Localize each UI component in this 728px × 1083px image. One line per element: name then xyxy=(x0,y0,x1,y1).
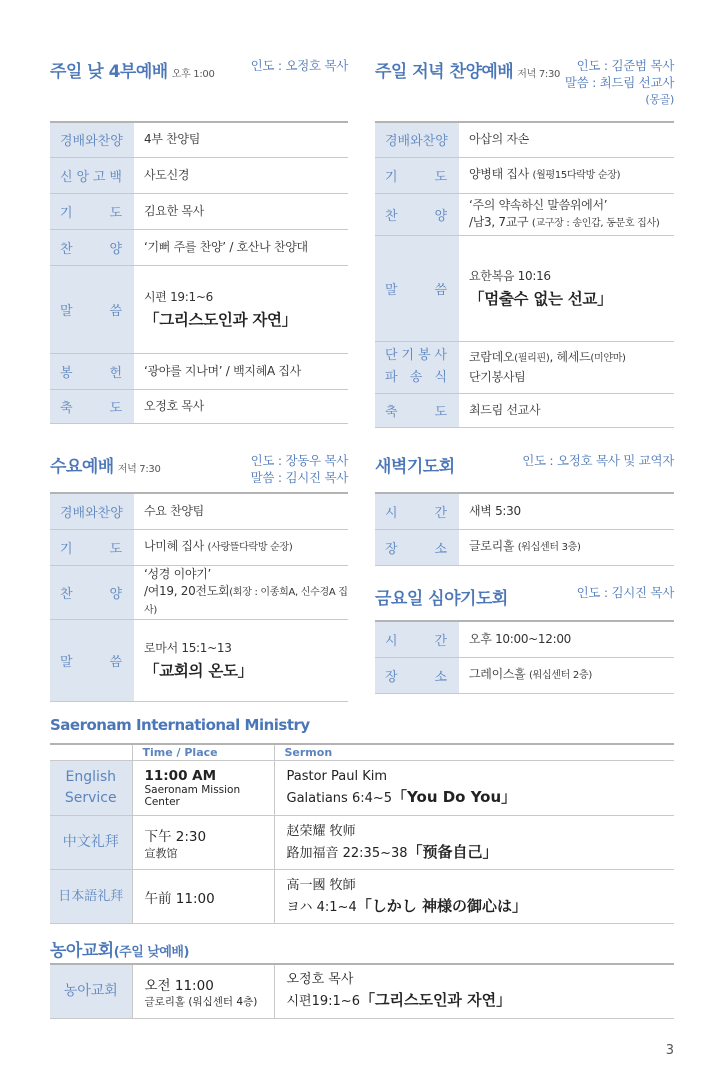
scripture-ref: 시편19:1~6 xyxy=(286,994,360,1010)
intl-title: Saeronam International Ministry xyxy=(50,716,310,734)
sermon-title: 「멈출수 없는 선교」 xyxy=(469,290,613,308)
row-label: 단 기 봉 사 xyxy=(385,348,447,363)
service-label: 농아교회 xyxy=(50,964,132,1018)
scripture-ref: 요한복음 10:16 xyxy=(469,269,551,283)
row-value: ‘주의 약속하신 말씀위에서’ /남3, 7교구 (교구장 : 송인갑, 동문호 집사) xyxy=(459,193,674,235)
row-label: 봉 헌 xyxy=(60,365,122,381)
row-value: 코람데오(필리핀), 헤세드(미얀마) xyxy=(469,349,626,364)
table-row xyxy=(50,964,674,1018)
dawn-title: 새벽기도회 xyxy=(375,457,455,477)
speaker: Pastor Paul Kim xyxy=(286,769,388,784)
row-label: 장 소 xyxy=(385,669,447,685)
row-label: 경배와찬양 xyxy=(50,493,134,529)
row-label: 경배와찬양 xyxy=(50,122,134,157)
sunday-evening-table xyxy=(375,121,674,428)
service-label: English Service xyxy=(50,761,132,816)
row-label: 찬 양 xyxy=(60,586,122,602)
row-value: ‘광야를 지나며’ / 백지혜A 집사 xyxy=(134,353,348,389)
service-time: 11:00 AM xyxy=(144,768,217,784)
row-label: 축 도 xyxy=(385,404,447,420)
sermon-title: 「You Do You」 xyxy=(392,788,517,806)
speaker: 赵荣耀 牧师 xyxy=(286,823,356,839)
friday-table xyxy=(375,620,674,694)
row-label: 기 도 xyxy=(385,169,447,185)
page-number: 3 xyxy=(665,1043,674,1058)
scripture-ref: Galatians 6:4~5 xyxy=(286,791,393,806)
row-value: 4부 찬양팀 xyxy=(134,122,348,157)
row-value: 아삽의 자손 xyxy=(459,122,674,157)
sunday4-table xyxy=(50,121,348,424)
service-time: 오전 11:00 xyxy=(144,977,214,994)
scripture-ref: 시편 19:1~6 xyxy=(144,290,213,304)
row-value: 사도신경 xyxy=(134,157,348,193)
row-value: 양병태 집사 (월평15다락방 순장) xyxy=(459,157,674,193)
scripture-ref: ヨハ 4:1~4 xyxy=(286,899,357,915)
intl-table xyxy=(50,743,674,924)
deaf-table xyxy=(50,963,674,1019)
row-label: 말 씀 xyxy=(60,303,122,319)
service-place: 宣教馆 xyxy=(144,846,178,860)
row-value: ‘성경 이야기’ /여19, 20전도회(회장 : 이종희A, 신수경A 집사) xyxy=(134,565,348,619)
sunday4-title: 주일 낮 4부예배 오후 1:00 xyxy=(50,62,215,82)
sunday-evening-leaders: 인도 : 김준범 목사 말씀 : 최드림 선교사 (몽골) xyxy=(564,58,674,106)
service-label: 中文礼拜 xyxy=(50,816,132,870)
sermon-title: 「그리스도인과 자연」 xyxy=(359,991,512,1010)
scripture-ref: 路加福音 22:35~38 xyxy=(286,845,408,861)
wednesday-table xyxy=(50,492,348,702)
service-label: 日本語礼拜 xyxy=(50,870,132,924)
wednesday-leaders: 인도 : 장동우 목사 말씀 : 김시진 목사 xyxy=(250,453,348,485)
header-sermon: Sermon xyxy=(274,744,674,761)
table-row xyxy=(50,761,674,816)
row-label: 말 씀 xyxy=(385,282,447,298)
row-value: 수요 찬양팀 xyxy=(134,493,348,529)
row-value: 글로리홀 (워십센터 3층) xyxy=(459,529,674,565)
scripture-ref: 로마서 15:1~13 xyxy=(144,641,232,655)
row-value: 새벽 5:30 xyxy=(459,493,674,529)
wednesday-title: 수요예배 저녁 7:30 xyxy=(50,457,161,477)
mission-rows xyxy=(375,341,674,393)
speaker: 오정호 목사 xyxy=(286,972,354,988)
row-value: ‘기뻐 주를 찬양’ / 호산나 찬양대 xyxy=(134,229,348,265)
sermon-title: 「预备自己」 xyxy=(407,842,498,861)
sunday-evening-title: 주일 저녁 찬양예배 저녁 7:30 xyxy=(375,62,561,82)
sermon-title: 「그리스도인과 자연」 xyxy=(144,311,297,329)
deaf-title: 농아교회(주일 낮예배) xyxy=(50,941,189,961)
table-row xyxy=(50,870,674,924)
sunday4-leader: 인도 : 오정호 목사 xyxy=(250,58,348,73)
service-time: 午前 11:00 xyxy=(144,890,215,907)
header-empty xyxy=(50,744,132,761)
row-value: 오후 10:00~12:00 xyxy=(459,621,674,657)
sermon-title: 「교회의 온도」 xyxy=(144,662,253,680)
sermon-title: 「しかし 神様の御心は」 xyxy=(356,896,527,915)
header-time-place: Time / Place xyxy=(132,744,274,761)
row-label: 경배와찬양 xyxy=(375,122,459,157)
row-label: 장 소 xyxy=(385,541,447,557)
friday-title: 금요일 심야기도회 xyxy=(375,589,508,609)
friday-leader: 인도 : 김시진 목사 xyxy=(576,585,674,600)
row-label: 시 간 xyxy=(385,633,447,649)
dawn-table xyxy=(375,492,674,566)
row-label: 시 간 xyxy=(385,505,447,521)
row-value: 단기봉사팀 xyxy=(469,369,526,384)
service-place: 글로리홀 (워십센터 4층) xyxy=(144,995,258,1008)
row-value: 김요한 목사 xyxy=(134,193,348,229)
row-value: 나미혜 집사 (사랑뜰다락방 순장) xyxy=(134,529,348,565)
service-place: Saeronam Mission Center xyxy=(144,784,241,808)
row-label: 신 앙 고 백 xyxy=(60,169,122,185)
row-label: 기 도 xyxy=(60,205,122,221)
row-value: 오정호 목사 xyxy=(134,389,348,423)
row-label: 파 송 식 xyxy=(385,370,447,385)
row-label: 축 도 xyxy=(60,400,122,416)
speaker: 高一國 牧師 xyxy=(286,877,356,893)
dawn-leader: 인도 : 오정호 목사 및 교역자 xyxy=(522,453,674,468)
service-time: 下午 2:30 xyxy=(144,828,207,845)
row-label: 찬 양 xyxy=(60,241,122,257)
table-row xyxy=(50,816,674,870)
row-value: 최드림 선교사 xyxy=(459,393,674,427)
row-label: 기 도 xyxy=(60,541,122,557)
row-value: 그레이스홀 (워십센터 2층) xyxy=(459,657,674,693)
row-label: 찬 양 xyxy=(385,208,447,224)
row-label: 말 씀 xyxy=(60,654,122,670)
